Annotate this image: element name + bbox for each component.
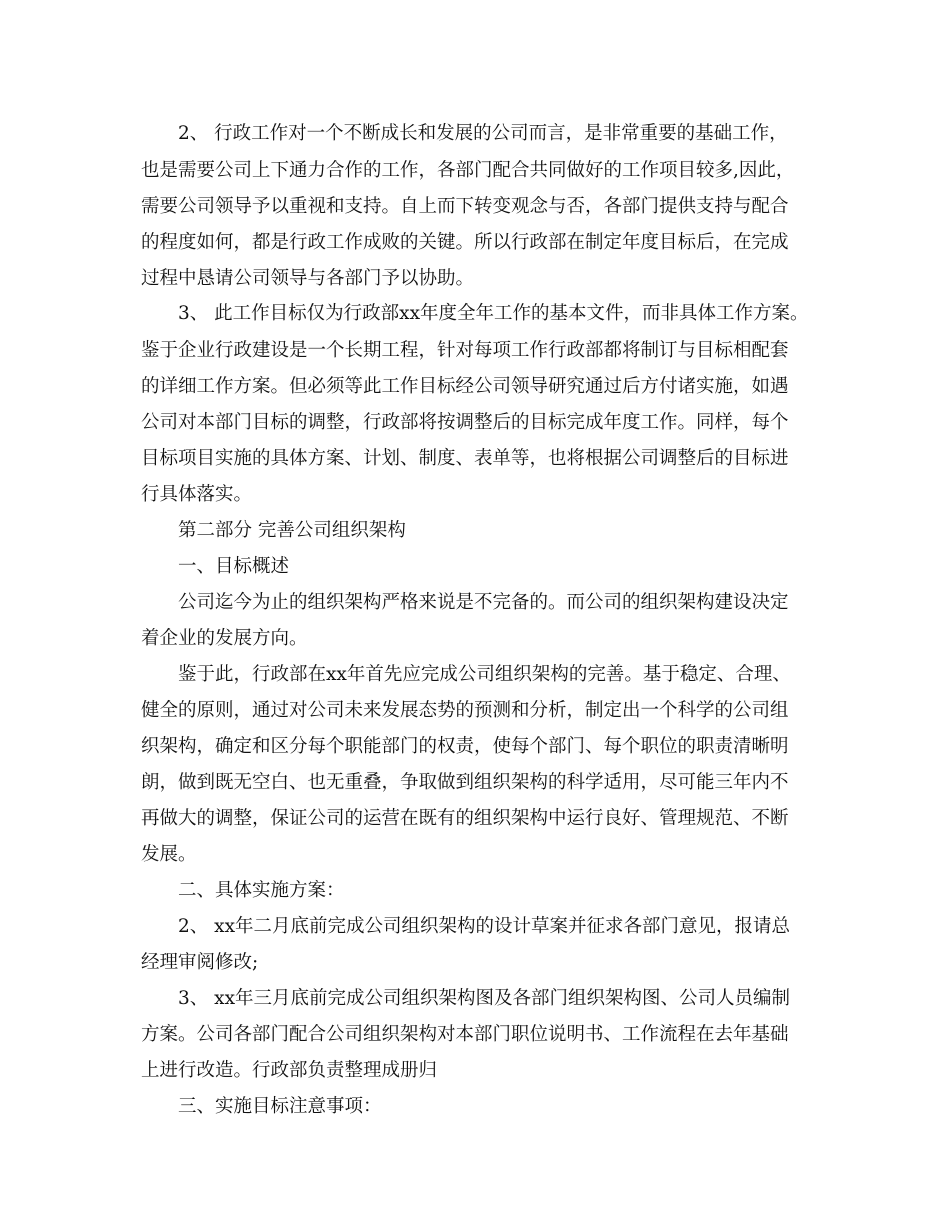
text-line: 目标项目实施的具体方案、计划、制度、表单等，也将根据公司调整后的目标进 bbox=[141, 448, 789, 469]
text-line: 朗，做到既无空白、也无重叠，争取做到组织架构的科学适用，尽可能三年内不 bbox=[141, 772, 789, 793]
text-line: 3、 此工作目标仅为行政部xx年度全年工作的基本文件，而非具体工作方案。 bbox=[178, 303, 809, 324]
text-line: 发展。 bbox=[141, 844, 197, 865]
text-line: 经理审阅修改; bbox=[141, 952, 259, 973]
text-line: 再做大的调整，保证公司的运营在既有的组织架构中运行良好、管理规范、不断 bbox=[141, 808, 789, 829]
text-line: 公司对本部门目标的调整，行政部将按调整后的目标完成年度工作。同样，每个 bbox=[141, 412, 789, 433]
text-line: 健全的原则，通过对公司未来发展态势的预测和分析，制定出一个科学的公司组 bbox=[141, 700, 789, 721]
text-line: 的详细工作方案。但必须等此工作目标经公司领导研究通过后方付诸实施，如遇 bbox=[141, 376, 789, 397]
text-line: 也是需要公司上下通力合作的工作，各部门配合共同做好的工作项目较多,因此， bbox=[141, 160, 795, 181]
text-line: 2、 行政工作对一个不断成长和发展的公司而言，是非常重要的基础工作， bbox=[178, 123, 788, 144]
text-line: 鉴于此，行政部在xx年首先应完成公司组织架构的完善。基于稳定、合理、 bbox=[178, 664, 791, 685]
text-line: 方案。公司各部门配合公司组织架构对本部门职位说明书、工作流程在去年基础 bbox=[141, 1024, 789, 1045]
text-line: 需要公司领导予以重视和支持。自上而下转变观念与否，各部门提供支持与配合 bbox=[141, 196, 789, 217]
text-line: 织架构，确定和区分每个职能部门的权责，使每个部门、每个职位的职责清晰明 bbox=[141, 736, 789, 757]
subsection-heading: 三、实施目标注意事项： bbox=[178, 1096, 382, 1117]
text-line: 上进行改造。行政部负责整理成册归 bbox=[141, 1060, 438, 1081]
text-line: 3、 xx年三月底前完成公司组织架构图及各部门组织架构图、公司人员编制 bbox=[178, 988, 791, 1009]
text-line: 鉴于企业行政建设是一个长期工程，针对每项工作行政部都将制订与目标相配套 bbox=[141, 340, 789, 361]
text-line: 的程度如何，都是行政工作成败的关键。所以行政部在制定年度目标后，在完成 bbox=[141, 232, 789, 253]
subsection-heading: 一、目标概述 bbox=[178, 556, 290, 577]
section-heading: 第二部分 完善公司组织架构 bbox=[178, 520, 406, 541]
text-line: 2、 xx年二月底前完成公司组织架构的设计草案并征求各部门意见，报请总 bbox=[178, 916, 791, 937]
text-line: 行具体落实。 bbox=[141, 484, 253, 505]
text-line: 着企业的发展方向。 bbox=[141, 628, 308, 649]
subsection-heading: 二、具体实施方案： bbox=[178, 880, 345, 901]
text-line: 公司迄今为止的组织架构严格来说是不完备的。而公司的组织架构建设决定 bbox=[178, 592, 789, 613]
text-line: 过程中恳请公司领导与各部门予以协助。 bbox=[141, 268, 475, 289]
